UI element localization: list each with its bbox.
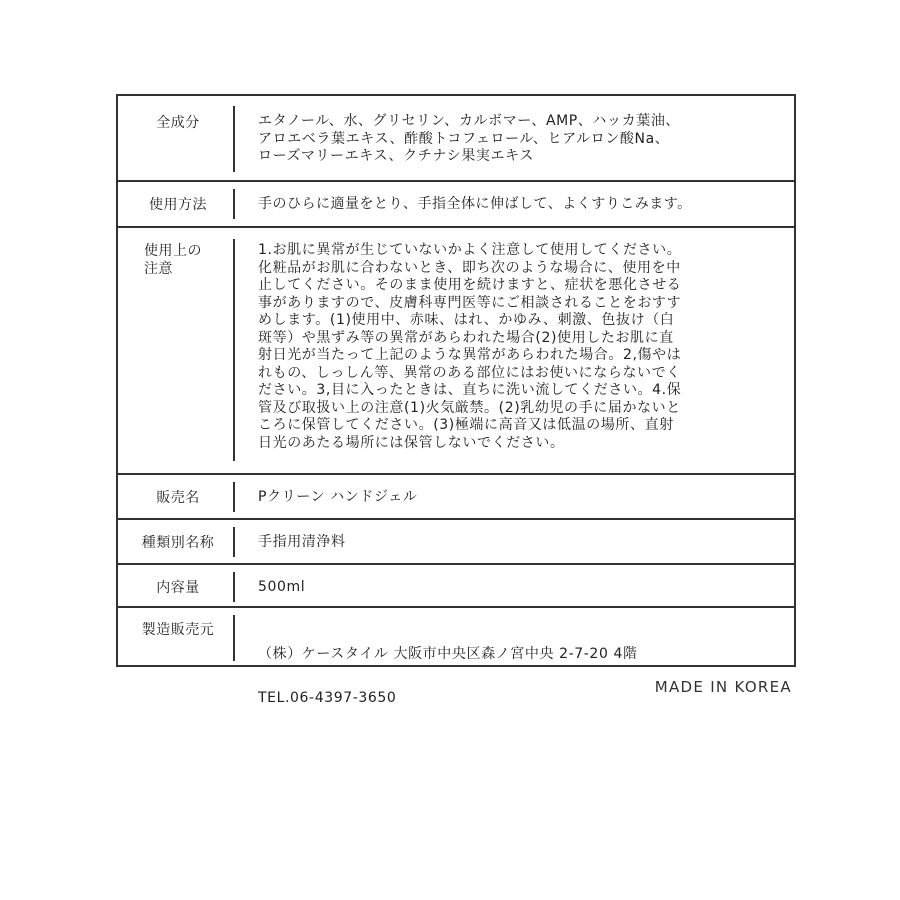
ingredients-value: エタノール、水、グリセリン、カルボマー、AMP、ハッカ葉油、 アロエベラ葉エキス、酢酸トコフェロール、ヒアルロン酸Na、 ローズマリーエキス、クチナシ果実エキス [258,113,681,164]
column-divider [233,189,235,219]
product-name-value: Pクリーン ハンドジェル [258,489,418,505]
seller-phone: TEL.06-4397-3650 [258,690,397,706]
cautions-row [118,228,794,471]
category-value: 手指用清浄料 [258,534,346,550]
column-divider [233,106,235,172]
volume-value: 500ml [258,579,306,595]
usage-label: 使用方法 [149,197,207,213]
category-row [118,520,794,562]
seller-address: （株）ケースタイル 大阪市中央区森ノ宮中央 2-7-20 4階 [258,646,638,662]
volume-label: 内容量 [156,580,200,596]
seller-value [258,621,788,731]
column-divider [233,615,235,661]
category-label: 種類別名称 [141,535,215,551]
usage-value: 手のひらに適量をとり、手指全体に伸ばして、よくすりこみます。 [258,196,692,212]
column-divider [233,527,235,557]
column-divider [233,482,235,512]
product-name-row [118,475,794,517]
ingredients-label: 全成分 [156,115,200,131]
product-name-label: 販売名 [156,490,200,506]
seller-label: 製造販売元 [141,622,215,638]
ingredients-row [118,96,794,180]
usage-row [118,182,794,224]
country-of-origin: MADE IN KOREA [654,678,792,696]
column-divider [233,572,235,602]
column-divider [233,239,235,461]
cautions-value: 1.お肌に異常が生じていないかよく注意して使用してください。 化粧品がお肌に合わないとき、即ち次のような場合に、使用を中 止してください。そのまま使用を続けますと、症状を悪化させる 事がありますので、皮膚科専門医等にご相談されることをおすす めします。(1)使用中、赤味、はれ、かゆみ、刺激、色抜け（白 斑等）や黒ずみ等の異常があらわれた場合(2)使用したお肌に直 射日光が当たって上記のような異常があらわれた場合。2,傷やは れもの、しっしん等、異常のある部位にはお使いにならないでく ださい。3,目に入ったときは、直ちに洗い流してください。4.保 管及び取扱い上の注意(1)火気厳禁。(2)乳幼児の手に届かないと ころに保管してください。(3)極端に高音又は低温の場所、直射 日光のあたる場所には保管しないでください。 [258,242,682,451]
volume-row [118,565,794,607]
cautions-label: 使用上の 注意 [144,243,202,277]
